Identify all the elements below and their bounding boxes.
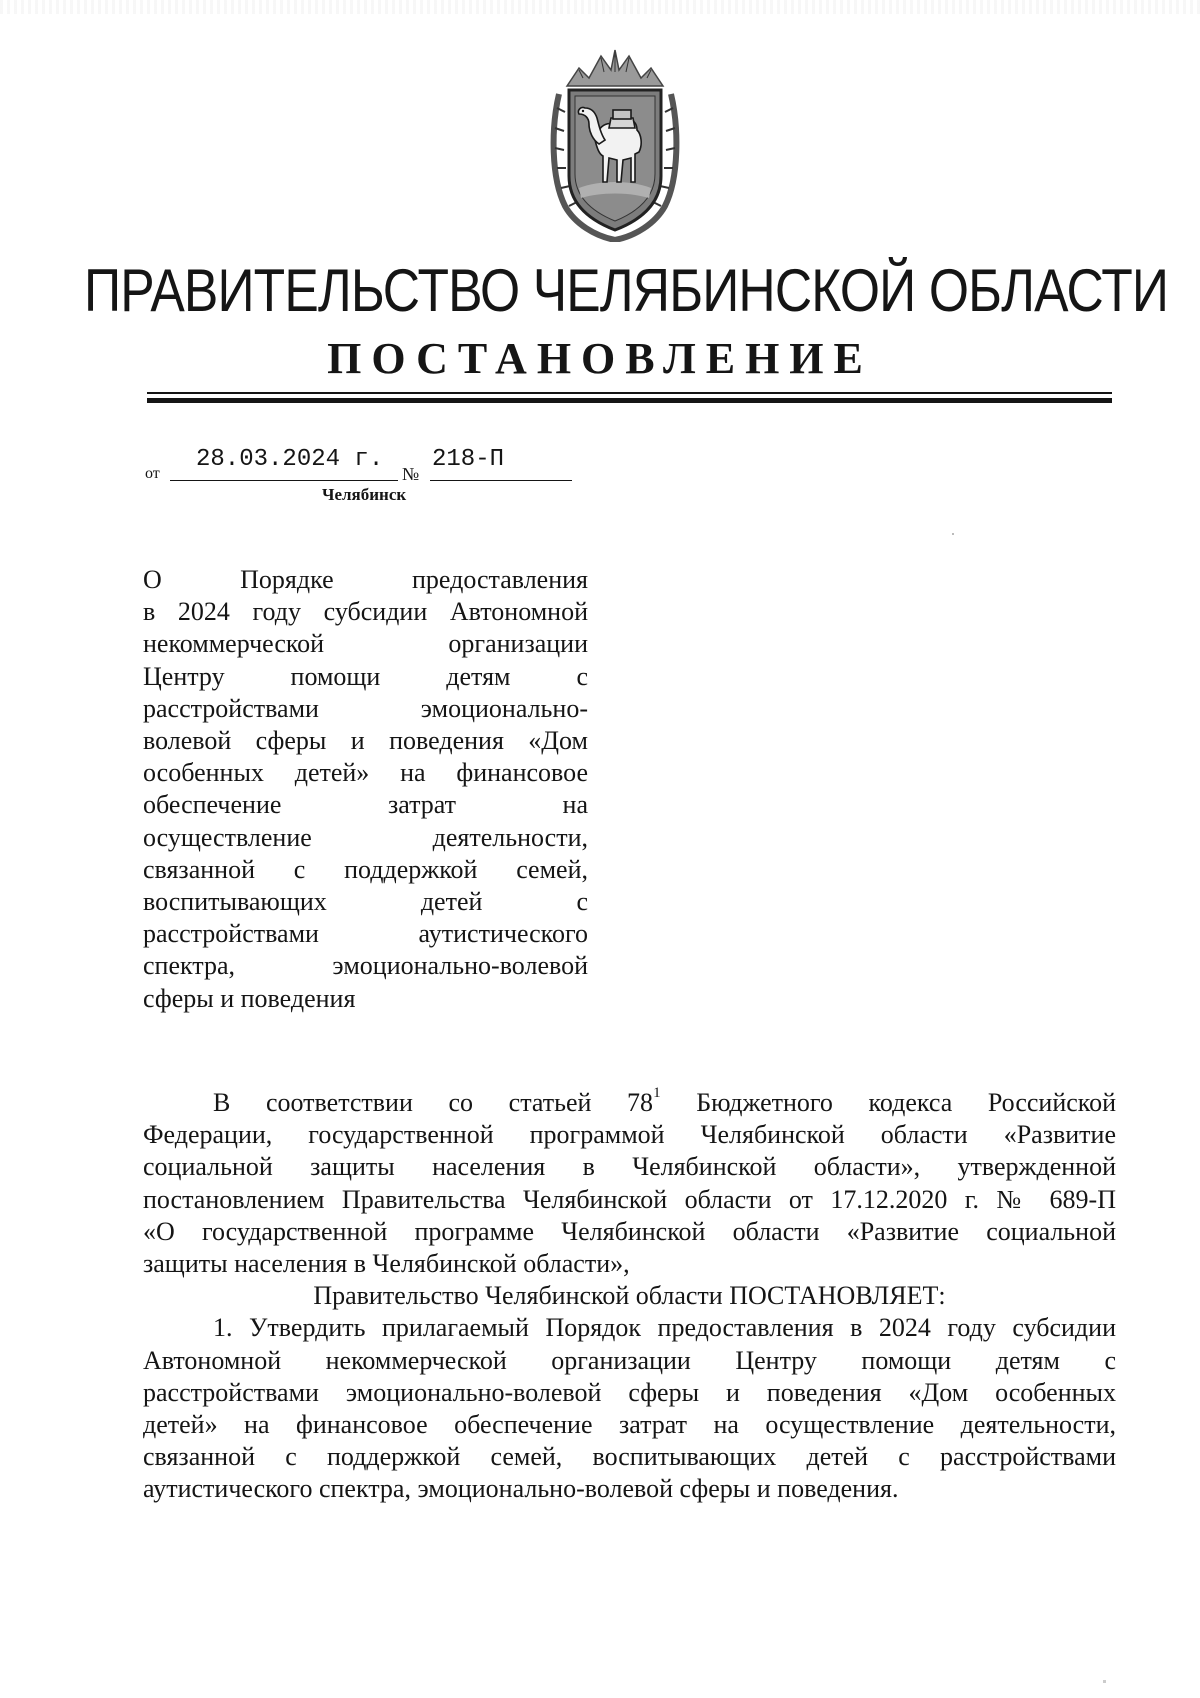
preamble-line: защиты населения в Челябинской области», [143,1249,630,1279]
subject-line: волевой сферы и поведения «Дом [143,726,588,756]
scan-speck [952,533,954,535]
subject-line: особенных детей» на финансовое [143,758,588,788]
subject-line: расстройствами эмоционально- [143,693,588,723]
document-body [143,1087,1116,1506]
number-prefix: № [402,464,420,484]
item-1-line: 1. Утвердить прилагаемый Порядок предоставления в 2024 году субсидии [213,1313,1116,1343]
number-underline [430,480,572,481]
document-date: 28.03.2024 г. [196,446,384,473]
document-type-heading: ПОСТАНОВЛЕНИЕ [327,334,873,383]
subject-line: обеспечение затрат на [143,790,588,820]
preamble-line: социальной защиты населения в Челябинской области», утвержденной [143,1152,1116,1182]
subject-line: связанной с поддержкой семей, [143,854,588,884]
document-number: 218-П [432,446,505,473]
subject-line: спектра, эмоционально-волевой [143,951,588,981]
subject-line: расстройствами аутистического [143,919,588,949]
issue-city: Челябинск [322,485,407,504]
header-rule-thin [147,392,1112,394]
item-1-line: Автономной некоммерческой организации Центру помощи детям с [143,1345,1116,1375]
date-prefix: от [145,465,160,482]
item-1-line: детей» на финансовое обеспечение затрат на осуществление деятельности, [143,1410,1116,1440]
resolve-line: Правительство Челябинской области ПОСТАНОВЛЯЕТ: [313,1281,946,1311]
scan-speck [1103,1680,1106,1683]
subject-line: в 2024 году субсидии Автономной [143,597,588,627]
chelyabinsk-coat-of-arms-icon [549,48,681,242]
item-1-line: аутистического спектра, эмоционально-волевой сферы и поведения. [143,1474,899,1504]
preamble-line: постановлением Правительства Челябинской области от 17.12.2020 г. № 689-П [143,1184,1116,1214]
scan-edge-noise [0,0,1200,14]
item-1-line: расстройствами эмоционально-волевой сферы и поведения «Дом особенных [143,1377,1116,1407]
subject-line: Центру помощи детям с [143,661,588,691]
preamble-first-line [143,1087,1116,1119]
subject-line: некоммерческой организации [143,629,588,659]
subject-line: О Порядке предоставления [143,565,588,594]
header-rule-thick [147,398,1112,403]
subject-line: сферы и поведения [143,983,356,1013]
subject-line: воспитывающих детей с [143,887,588,917]
item-1-line: связанной с поддержкой семей, воспитывающих детей с расстройствами [143,1442,1116,1472]
date-underline [170,480,398,481]
document-subject [143,564,588,1015]
preamble-line: «О государственной программе Челябинской области «Развитие социальной [143,1216,1116,1246]
preamble-text-start: В соответствии со статьей 78 [213,1088,654,1117]
preamble-text-end: Бюджетного кодекса Российской [660,1088,1116,1117]
article-superscript: 1 [653,1085,661,1102]
preamble-line: Федерации, государственной программой Челябинской области «Развитие [143,1120,1116,1150]
government-title: ПРАВИТЕЛЬСТВО ЧЕЛЯБИНСКОЙ ОБЛАСТИ [84,257,1169,324]
subject-line: осуществление деятельности, [143,822,588,852]
